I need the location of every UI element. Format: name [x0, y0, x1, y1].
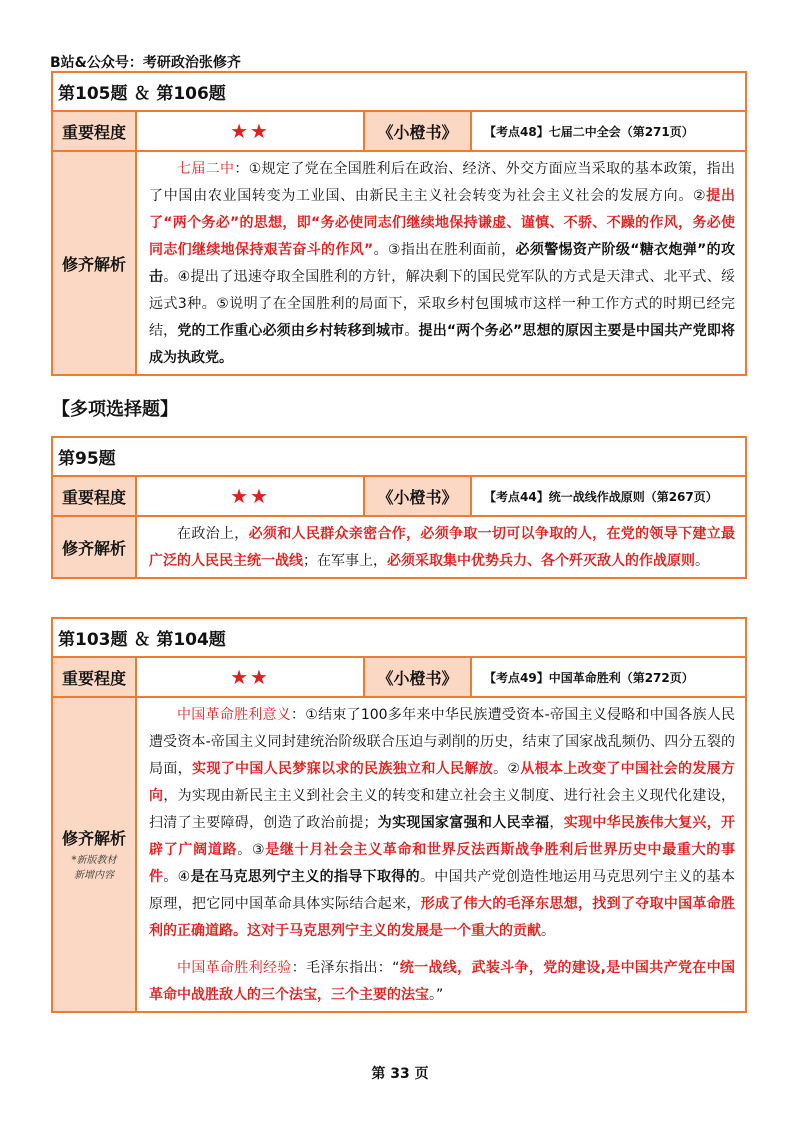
body-text: 。③	[237, 842, 266, 858]
analysis-label	[53, 698, 137, 1011]
highlight-text: 必须警惕资产阶级“糖衣炮弹”的攻击	[149, 242, 735, 285]
analysis-row	[53, 152, 745, 374]
card-title: 第95题	[53, 438, 745, 477]
card-title: 第103题 ＆ 第104题	[53, 619, 745, 658]
body-text: 。④	[163, 869, 191, 885]
highlight-text: 中国革命胜利经验	[177, 960, 292, 976]
importance-row	[53, 658, 745, 698]
body-text: 。④提出了迅速夺取全国胜利的方针，解决剩下的国民党军队的方式是天津式、北平式、绥远式3种。⑤说明了在全国胜利的局面下，采取乡村包围城市这样一种工作方式的时期已经完结，	[149, 269, 735, 339]
highlight-text: 提出“两个务必”思想的原因主要是中国共产党即将成为执政党。	[149, 323, 736, 366]
book-label: 《小橙书》	[365, 477, 472, 515]
analysis-text	[137, 698, 745, 1011]
note-line: 新增内容	[74, 870, 114, 881]
body-text: 。”	[429, 987, 444, 1003]
body-text: 。③指出在胜利面前，	[373, 242, 516, 258]
highlight-text: 党的工作重心必须由乡村转移到城市	[177, 323, 405, 339]
analysis-paragraph	[149, 702, 735, 945]
question-card-103-104	[51, 617, 747, 1013]
analysis-label	[53, 517, 137, 577]
highlight-text: 提出了“两个务必”的思想，即“务必使同志们继续地保持谦虚、谨慎、不骄、不躁的作风，务必使同志们继续地保持艰苦奋斗的作风”	[149, 188, 736, 258]
highlight-text: 是在马克思列宁主义的指导下取得的	[190, 869, 420, 885]
importance-row	[53, 112, 745, 152]
body-text: ：毛泽东指出：“	[291, 960, 400, 976]
highlight-text: 是继十月社会主义革命和世界反法西斯战争胜利后世界历史中最重大的事件	[149, 842, 736, 885]
highlight-text: 必须采取集中优势兵力、各个歼灭敌人的作战原则	[387, 553, 695, 569]
kaodian-ref: 【考点49】中国革命胜利（第272页）	[484, 670, 694, 685]
kaodian-ref: 【考点44】统一战线作战原则（第267页）	[484, 489, 718, 504]
importance-row	[53, 477, 745, 517]
highlight-text: 实现了中国人民梦寐以求的民族独立和人民解放	[192, 761, 494, 777]
analysis-row	[53, 517, 745, 577]
highlight-text: 实现中华民族伟大复兴，开辟了广阔道路	[149, 815, 736, 858]
star-rating: ★★	[137, 658, 365, 696]
analysis-label	[53, 152, 137, 374]
analysis-label-text: 修齐解析	[61, 254, 126, 274]
highlight-text: 为实现国家富强和人民幸福	[377, 815, 550, 831]
highlight-text: 从根本上改变了中国社会的发展方向	[149, 761, 736, 804]
highlight-text: 必须和人民群众亲密合作，必须争取一切可以争取的人，在党的领导下建立最广泛的人民民主统一战线	[149, 526, 736, 569]
body-text: ，	[549, 815, 564, 831]
importance-label: 重要程度	[53, 658, 137, 696]
new-content-note	[72, 853, 117, 883]
analysis-paragraph	[149, 521, 735, 575]
kaodian-ref: 【考点48】七届二中全会（第271页）	[484, 124, 694, 139]
section-title: 【多项选择题】	[52, 399, 178, 420]
page-header: B站&公众号：考研政治张修齐	[50, 55, 241, 71]
star-rating: ★★	[137, 112, 365, 150]
question-card-105-106	[51, 71, 747, 376]
highlight-text: 七届二中	[177, 161, 235, 177]
body-text: 。	[404, 323, 419, 339]
book-label: 《小橙书》	[365, 112, 472, 150]
body-text: 。	[695, 553, 709, 569]
note-line: *新版教材	[71, 855, 117, 866]
body-text: 。中国共产党创造性地运用马克思列宁主义的基本原理，把它同中国革命具体实际结合起来，	[149, 869, 736, 912]
highlight-text: 形成了伟大的毛泽东思想，找到了夺取中国革命胜利的正确道路。这对于马克思列宁主义的发展是一个重大的贡献	[149, 896, 736, 939]
body-text: ：①规定了党在全国胜利后在政治、经济、外交方面应当采取的基本政策，指出了中国由农业国转变为工业国、由新民主主义社会转变为社会主义社会的发展方向。②	[149, 161, 735, 204]
body-text: 在政治上，	[177, 526, 249, 542]
analysis-text	[137, 152, 745, 374]
star-rating: ★★	[137, 477, 365, 515]
analysis-text	[137, 517, 745, 577]
importance-label: 重要程度	[53, 112, 137, 150]
analysis-paragraph	[149, 955, 735, 1009]
analysis-label-text: 修齐解析	[61, 538, 126, 558]
body-text: ；在军事上，	[303, 553, 387, 569]
analysis-label-text: 修齐解析	[61, 829, 126, 848]
book-label: 《小橙书》	[365, 658, 472, 696]
highlight-text: 中国革命胜利意义	[177, 707, 292, 723]
analysis-paragraph	[149, 156, 735, 372]
question-card-95	[51, 436, 747, 579]
body-text: ：①结束了100多年来中华民族遭受资本-帝国主义侵略和中国各族人民遭受资本-帝国主义同封建统治阶级联合压迫与剥削的历史，结束了国家战乱频仍、四分五裂的局面，	[149, 707, 736, 777]
body-text: 。	[541, 923, 555, 939]
analysis-row	[53, 698, 745, 1011]
body-text: 。②	[493, 761, 521, 777]
body-text: ，为实现由新民主主义到社会主义的转变和建立社会主义制度、进行社会主义现代化建设，扫清了主要障碍，创造了政治前提；	[149, 788, 736, 831]
importance-label: 重要程度	[53, 477, 137, 515]
highlight-text: 统一战线，武装斗争，党的建设,是中国共产党在中国革命中战胜敌人的三个法宝，三个主要的法宝	[149, 960, 735, 1003]
page-number: 第 33 页	[371, 1066, 429, 1082]
card-title: 第105题 ＆ 第106题	[53, 73, 745, 112]
